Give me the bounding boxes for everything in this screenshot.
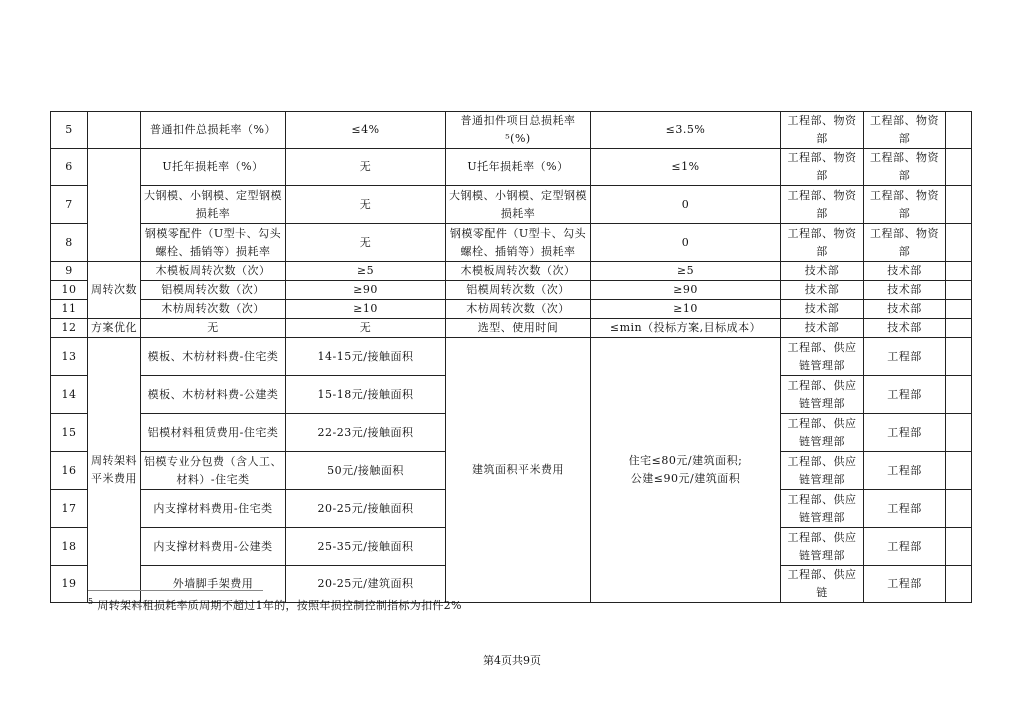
table-row (51, 224, 972, 262)
footnote (88, 597, 462, 613)
dept-cell: 工程部、供应链管理部 (781, 376, 864, 414)
target-cell: 20-25元/建筑面积 (286, 566, 446, 603)
group-cell (88, 112, 141, 149)
target-cell: 14-15元/接触面积 (286, 338, 446, 376)
table-row (51, 186, 972, 224)
indicator-cell: 选型、使用时间 (446, 319, 591, 338)
blank-cell (946, 528, 972, 566)
indicator-cell: U托年损耗率（%） (446, 149, 591, 186)
row-number: 16 (51, 452, 88, 490)
blank-cell (946, 262, 972, 281)
indicator-table (50, 111, 972, 603)
row-number: 19 (51, 566, 88, 603)
control-cell: 0 (591, 186, 781, 224)
row-number: 5 (51, 112, 88, 149)
indicator-cell: 木模板周转次数（次） (446, 262, 591, 281)
dept-cell: 技术部 (781, 319, 864, 338)
group-cell: 周转架料平米费用 (88, 338, 141, 603)
target-cell: 无 (286, 149, 446, 186)
owner-cell: 工程部 (864, 566, 946, 603)
target-cell: 15-18元/接触面积 (286, 376, 446, 414)
control-cell: ≤3.5% (591, 112, 781, 149)
item-cell: 铝模材料租赁费用-住宅类 (141, 414, 286, 452)
target-cell: ≥5 (286, 262, 446, 281)
indicator-cell: 大钢模、小钢模、定型钢模损耗率 (446, 186, 591, 224)
item-cell: 无 (141, 319, 286, 338)
blank-cell (946, 186, 972, 224)
group-cell: 周转次数 (88, 262, 141, 319)
owner-cell: 工程部 (864, 528, 946, 566)
owner-cell: 技术部 (864, 281, 946, 300)
indicator-cell: 木枋周转次数（次） (446, 300, 591, 319)
dept-cell: 工程部、供应链管理部 (781, 490, 864, 528)
blank-cell (946, 566, 972, 603)
item-cell: 普通扣件总损耗率（%） (141, 112, 286, 149)
row-number: 10 (51, 281, 88, 300)
target-cell: ≥10 (286, 300, 446, 319)
table-row (51, 319, 972, 338)
item-cell: 铝模周转次数（次） (141, 281, 286, 300)
blank-cell (946, 319, 972, 338)
control-cell: 0 (591, 224, 781, 262)
blank-cell (946, 376, 972, 414)
control-cell: ≥90 (591, 281, 781, 300)
item-cell: 木模板周转次数（次） (141, 262, 286, 281)
blank-cell (946, 300, 972, 319)
target-cell: 无 (286, 186, 446, 224)
dept-cell: 工程部、供应链管理部 (781, 338, 864, 376)
target-cell: 22-23元/接触面积 (286, 414, 446, 452)
control-cell: ≥10 (591, 300, 781, 319)
target-cell: 无 (286, 224, 446, 262)
target-cell: 无 (286, 319, 446, 338)
row-number: 18 (51, 528, 88, 566)
owner-cell: 技术部 (864, 262, 946, 281)
blank-cell (946, 149, 972, 186)
row-number: 15 (51, 414, 88, 452)
item-cell: 模板、木枋材料费-住宅类 (141, 338, 286, 376)
table-row (51, 262, 972, 281)
blank-cell (946, 490, 972, 528)
control-cell: ≤min（投标方案,目标成本） (591, 319, 781, 338)
row-number: 17 (51, 490, 88, 528)
dept-cell: 工程部、物资部 (781, 112, 864, 149)
indicator-cell: 铝模周转次数（次） (446, 281, 591, 300)
item-cell: 木枋周转次数（次） (141, 300, 286, 319)
indicator-cell: 钢模零配件（U型卡、勾头螺栓、插销等）损耗率 (446, 224, 591, 262)
item-cell: 钢模零配件（U型卡、勾头螺栓、插销等）损耗率 (141, 224, 286, 262)
table-row (51, 149, 972, 186)
item-cell: U托年损耗率（%） (141, 149, 286, 186)
control-cell: 住宅≤80元/建筑面积; 公建≤90元/建筑面积 (591, 338, 781, 603)
owner-cell: 工程部、物资部 (864, 112, 946, 149)
dept-cell: 技术部 (781, 281, 864, 300)
indicator-cell: 建筑面积平米费用 (446, 338, 591, 603)
table-row (51, 338, 972, 376)
group-cell: 方案优化 (88, 319, 141, 338)
dept-cell: 工程部、供应链 (781, 566, 864, 603)
page-number: 第4页共9页 (483, 654, 541, 667)
dept-cell: 工程部、供应链管理部 (781, 528, 864, 566)
footnote-text: 周转架料租损耗率质周期不超过1年的，按照年损控制控制指标为扣件2% (97, 599, 462, 612)
owner-cell: 技术部 (864, 300, 946, 319)
owner-cell: 工程部、物资部 (864, 224, 946, 262)
item-cell: 内支撑材料费用-公建类 (141, 528, 286, 566)
item-cell: 模板、木枋材料费-公建类 (141, 376, 286, 414)
row-number: 7 (51, 186, 88, 224)
dept-cell: 工程部、供应链管理部 (781, 452, 864, 490)
row-number: 9 (51, 262, 88, 281)
item-cell: 大钢模、小钢模、定型钢模损耗率 (141, 186, 286, 224)
blank-cell (946, 281, 972, 300)
table-row (51, 281, 972, 300)
owner-cell: 工程部 (864, 452, 946, 490)
dept-cell: 工程部、物资部 (781, 149, 864, 186)
table-row (51, 112, 972, 149)
dept-cell: 技术部 (781, 300, 864, 319)
owner-cell: 工程部 (864, 338, 946, 376)
row-number: 6 (51, 149, 88, 186)
target-cell: ≥90 (286, 281, 446, 300)
dept-cell: 工程部、物资部 (781, 186, 864, 224)
table-row (51, 300, 972, 319)
target-cell: 20-25元/接触面积 (286, 490, 446, 528)
owner-cell: 技术部 (864, 319, 946, 338)
row-number: 8 (51, 224, 88, 262)
owner-cell: 工程部、物资部 (864, 186, 946, 224)
indicator-cell: 普通扣件项目总损耗率⁵(%) (446, 112, 591, 149)
row-number: 14 (51, 376, 88, 414)
item-cell: 铝模专业分包费（含人工、材料）-住宅类 (141, 452, 286, 490)
footnote-divider (88, 590, 263, 591)
dept-cell: 工程部、物资部 (781, 224, 864, 262)
blank-cell (946, 224, 972, 262)
row-number: 12 (51, 319, 88, 338)
row-number: 13 (51, 338, 88, 376)
group-cell (88, 149, 141, 262)
blank-cell (946, 338, 972, 376)
target-cell: 50元/接触面积 (286, 452, 446, 490)
control-cell: ≥5 (591, 262, 781, 281)
owner-cell: 工程部、物资部 (864, 149, 946, 186)
blank-cell (946, 414, 972, 452)
item-cell: 外墙脚手架费用 (141, 566, 286, 603)
row-number: 11 (51, 300, 88, 319)
blank-cell (946, 452, 972, 490)
owner-cell: 工程部 (864, 376, 946, 414)
target-cell: 25-35元/接触面积 (286, 528, 446, 566)
footnote-mark: 5 (88, 597, 94, 607)
dept-cell: 工程部、供应链管理部 (781, 414, 864, 452)
owner-cell: 工程部 (864, 414, 946, 452)
item-cell: 内支撑材料费用-住宅类 (141, 490, 286, 528)
owner-cell: 工程部 (864, 490, 946, 528)
blank-cell (946, 112, 972, 149)
control-cell: ≤1% (591, 149, 781, 186)
target-cell: ≤4% (286, 112, 446, 149)
dept-cell: 技术部 (781, 262, 864, 281)
